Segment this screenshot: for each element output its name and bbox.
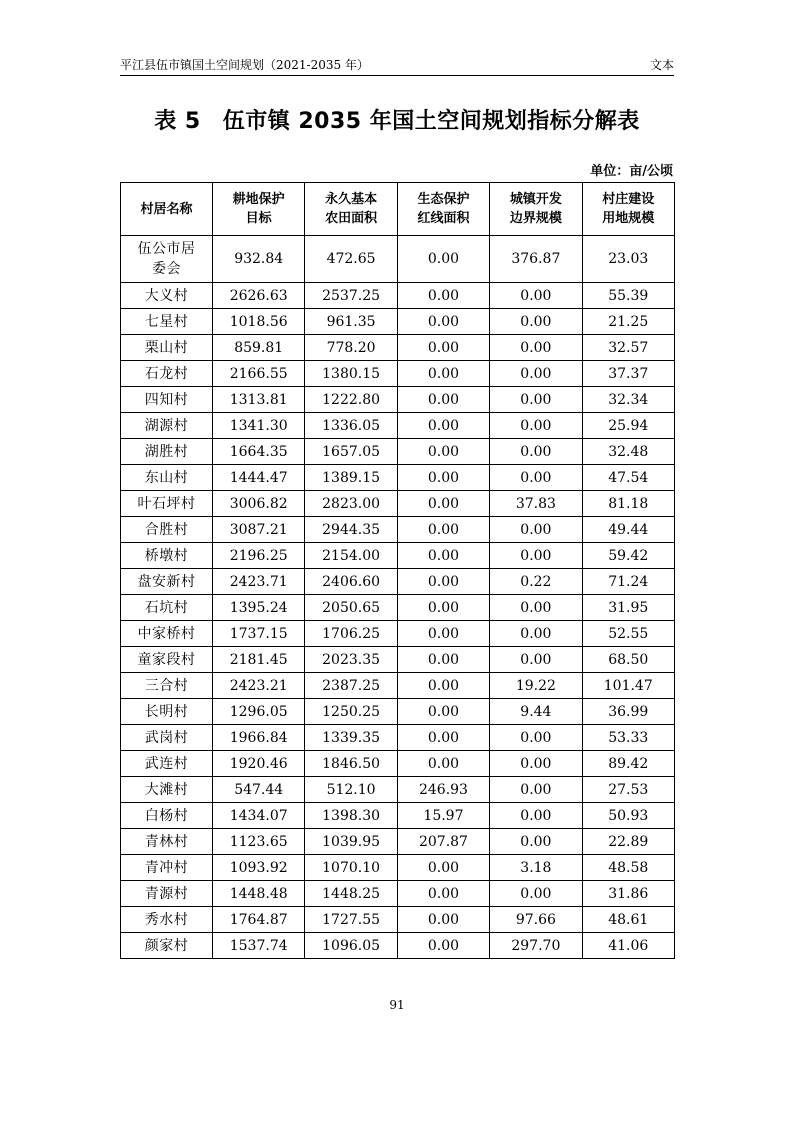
column-header (582, 183, 674, 236)
village-name: 七星村 (144, 313, 189, 330)
village-name: 四知村 (144, 391, 189, 408)
unit-label: 单位：亩/公顷 (590, 164, 673, 179)
value-cell: 0.00 (490, 803, 582, 829)
value-cell: 32.48 (582, 439, 674, 465)
table-row (121, 647, 675, 673)
value-cell: 2181.45 (213, 647, 305, 673)
village-name: 武连村 (144, 755, 189, 772)
value-cell: 1096.05 (305, 933, 397, 959)
value-cell: 32.34 (582, 387, 674, 413)
table-row (121, 283, 675, 309)
value-cell: 961.35 (305, 309, 397, 335)
value-cell: 0.00 (397, 543, 489, 569)
village-name: 童家段村 (137, 651, 196, 668)
table-row (121, 751, 675, 777)
value-cell: 9.44 (490, 699, 582, 725)
value-cell: 547.44 (213, 777, 305, 803)
value-cell: 37.83 (490, 491, 582, 517)
value-cell: 859.81 (213, 335, 305, 361)
value-cell: 0.00 (397, 491, 489, 517)
table-row (121, 491, 675, 517)
value-cell: 0.00 (490, 361, 582, 387)
value-cell: 49.44 (582, 517, 674, 543)
column-header-label: 村居名称 (140, 201, 193, 217)
village-name-cell (121, 907, 213, 933)
value-cell: 15.97 (397, 803, 489, 829)
value-cell: 2166.55 (213, 361, 305, 387)
village-name: 石龙村 (144, 365, 189, 382)
value-cell: 32.57 (582, 335, 674, 361)
column-header-label: 城镇开发边界规模 (509, 192, 562, 226)
value-cell: 1398.30 (305, 803, 397, 829)
value-cell: 932.84 (213, 236, 305, 283)
village-name-cell (121, 517, 213, 543)
table-row (121, 803, 675, 829)
value-cell: 2423.71 (213, 569, 305, 595)
value-cell: 0.00 (490, 413, 582, 439)
table-title (0, 104, 794, 135)
value-cell: 1380.15 (305, 361, 397, 387)
table-title-text: 伍市镇 2035 年国土空间规划指标分解表 (222, 109, 640, 134)
value-cell: 0.00 (490, 283, 582, 309)
table-row (121, 855, 675, 881)
value-cell: 0.00 (397, 595, 489, 621)
column-header-label: 生态保护红线面积 (417, 192, 470, 226)
table-row (121, 309, 675, 335)
value-cell: 36.99 (582, 699, 674, 725)
value-cell: 2406.60 (305, 569, 397, 595)
value-cell: 0.00 (490, 621, 582, 647)
village-name: 秀水村 (144, 911, 189, 928)
value-cell: 53.33 (582, 725, 674, 751)
village-name: 青源村 (144, 885, 189, 902)
value-cell: 1434.07 (213, 803, 305, 829)
village-name: 三合村 (144, 677, 189, 694)
village-name-cell (121, 387, 213, 413)
value-cell: 1846.50 (305, 751, 397, 777)
value-cell: 2423.21 (213, 673, 305, 699)
value-cell: 1395.24 (213, 595, 305, 621)
value-cell: 19.22 (490, 673, 582, 699)
value-cell: 2944.35 (305, 517, 397, 543)
column-header (121, 183, 213, 236)
value-cell: 0.00 (397, 283, 489, 309)
village-name-cell (121, 647, 213, 673)
table-row (121, 881, 675, 907)
value-cell: 2023.35 (305, 647, 397, 673)
value-cell: 0.00 (490, 647, 582, 673)
value-cell: 25.94 (582, 413, 674, 439)
value-cell: 0.00 (397, 751, 489, 777)
value-cell: 1336.05 (305, 413, 397, 439)
village-name: 湖胜村 (144, 443, 189, 460)
value-cell: 1664.35 (213, 439, 305, 465)
value-cell: 48.61 (582, 907, 674, 933)
village-name: 叶石坪村 (137, 495, 196, 512)
value-cell: 1093.92 (213, 855, 305, 881)
value-cell: 3006.82 (213, 491, 305, 517)
table-row (121, 439, 675, 465)
value-cell: 22.89 (582, 829, 674, 855)
value-cell: 1920.46 (213, 751, 305, 777)
value-cell: 0.00 (397, 335, 489, 361)
village-name-cell (121, 881, 213, 907)
value-cell: 23.03 (582, 236, 674, 283)
value-cell: 1341.30 (213, 413, 305, 439)
table-row (121, 595, 675, 621)
value-cell: 0.00 (397, 413, 489, 439)
value-cell: 2154.00 (305, 543, 397, 569)
village-name-cell (121, 777, 213, 803)
village-name: 盘安新村 (137, 573, 196, 590)
value-cell: 2196.25 (213, 543, 305, 569)
village-name: 青林村 (144, 833, 189, 850)
value-cell: 0.00 (490, 777, 582, 803)
village-name-cell (121, 933, 213, 959)
value-cell: 1706.25 (305, 621, 397, 647)
value-cell: 0.00 (397, 465, 489, 491)
village-name-cell (121, 595, 213, 621)
header-divider (120, 75, 674, 76)
value-cell: 472.65 (305, 236, 397, 283)
value-cell: 1018.56 (213, 309, 305, 335)
value-cell: 97.66 (490, 907, 582, 933)
value-cell: 0.00 (490, 335, 582, 361)
column-header-label: 永久基本农田面积 (325, 192, 378, 226)
page-header (120, 56, 674, 74)
table-row (121, 517, 675, 543)
village-name: 白杨村 (144, 807, 189, 824)
table-row (121, 236, 675, 283)
value-cell: 0.00 (490, 881, 582, 907)
village-name-cell (121, 465, 213, 491)
village-name-cell (121, 543, 213, 569)
value-cell: 1296.05 (213, 699, 305, 725)
village-name: 长明村 (144, 703, 189, 720)
header-document-title: 平江县伍市镇国土空间规划（2021-2035 年） (120, 58, 369, 72)
village-name-cell (121, 361, 213, 387)
value-cell: 55.39 (582, 283, 674, 309)
value-cell: 0.00 (397, 673, 489, 699)
value-cell: 37.37 (582, 361, 674, 387)
value-cell: 0.00 (490, 439, 582, 465)
village-name: 合胜村 (144, 521, 189, 538)
value-cell: 0.00 (397, 647, 489, 673)
table-row (121, 699, 675, 725)
table-row (121, 387, 675, 413)
value-cell: 2823.00 (305, 491, 397, 517)
value-cell: 89.42 (582, 751, 674, 777)
value-cell: 1727.55 (305, 907, 397, 933)
value-cell: 207.87 (397, 829, 489, 855)
village-name: 武岗村 (144, 729, 189, 746)
value-cell: 0.00 (490, 751, 582, 777)
value-cell: 1123.65 (213, 829, 305, 855)
village-name: 伍公市居委会 (137, 241, 196, 277)
value-cell: 0.00 (397, 855, 489, 881)
table-row (121, 621, 675, 647)
village-name-cell (121, 335, 213, 361)
value-cell: 3.18 (490, 855, 582, 881)
village-name-cell (121, 413, 213, 439)
value-cell: 1737.15 (213, 621, 305, 647)
value-cell: 0.00 (490, 309, 582, 335)
village-name-cell (121, 491, 213, 517)
value-cell: 246.93 (397, 777, 489, 803)
value-cell: 2626.63 (213, 283, 305, 309)
value-cell: 0.00 (397, 725, 489, 751)
table-number: 表 5 (154, 109, 201, 134)
village-name-cell (121, 236, 213, 283)
value-cell: 0.00 (397, 439, 489, 465)
column-header (305, 183, 397, 236)
value-cell: 1070.10 (305, 855, 397, 881)
value-cell: 0.00 (397, 387, 489, 413)
value-cell: 81.18 (582, 491, 674, 517)
value-cell: 1222.80 (305, 387, 397, 413)
value-cell: 1444.47 (213, 465, 305, 491)
value-cell: 0.00 (490, 387, 582, 413)
value-cell: 0.00 (397, 933, 489, 959)
value-cell: 59.42 (582, 543, 674, 569)
village-name: 石坑村 (144, 599, 189, 616)
village-name-cell (121, 855, 213, 881)
value-cell: 21.25 (582, 309, 674, 335)
value-cell: 0.00 (490, 517, 582, 543)
village-name: 湖源村 (144, 417, 189, 434)
table-header-row (121, 183, 675, 236)
column-header-label: 村庄建设用地规模 (602, 192, 655, 226)
village-name-cell (121, 751, 213, 777)
table-row (121, 829, 675, 855)
value-cell: 0.00 (397, 309, 489, 335)
village-name-cell (121, 699, 213, 725)
value-cell: 512.10 (305, 777, 397, 803)
value-cell: 297.70 (490, 933, 582, 959)
value-cell: 101.47 (582, 673, 674, 699)
village-name-cell (121, 621, 213, 647)
village-name: 中家桥村 (137, 625, 196, 642)
village-name-cell (121, 673, 213, 699)
value-cell: 1389.15 (305, 465, 397, 491)
table-row (121, 907, 675, 933)
value-cell: 1448.48 (213, 881, 305, 907)
table-row (121, 335, 675, 361)
value-cell: 48.58 (582, 855, 674, 881)
village-name-cell (121, 283, 213, 309)
value-cell: 0.00 (490, 465, 582, 491)
village-name-cell (121, 309, 213, 335)
value-cell: 376.87 (490, 236, 582, 283)
indicator-table (120, 182, 675, 959)
village-name: 大义村 (144, 287, 189, 304)
value-cell: 71.24 (582, 569, 674, 595)
value-cell: 2050.65 (305, 595, 397, 621)
value-cell: 31.86 (582, 881, 674, 907)
value-cell: 1339.35 (305, 725, 397, 751)
village-name-cell (121, 439, 213, 465)
value-cell: 0.00 (490, 543, 582, 569)
village-name-cell (121, 569, 213, 595)
value-cell: 1448.25 (305, 881, 397, 907)
value-cell: 2537.25 (305, 283, 397, 309)
village-name: 栗山村 (144, 339, 189, 356)
table-row (121, 777, 675, 803)
value-cell: 0.00 (397, 699, 489, 725)
value-cell: 52.55 (582, 621, 674, 647)
value-cell: 0.00 (397, 517, 489, 543)
value-cell: 47.54 (582, 465, 674, 491)
value-cell: 0.00 (397, 907, 489, 933)
table-row (121, 569, 675, 595)
column-header (213, 183, 305, 236)
value-cell: 0.00 (397, 569, 489, 595)
village-name: 大滩村 (144, 781, 189, 798)
value-cell: 0.00 (490, 725, 582, 751)
value-cell: 41.06 (582, 933, 674, 959)
value-cell: 1966.84 (213, 725, 305, 751)
village-name-cell (121, 803, 213, 829)
value-cell: 1039.95 (305, 829, 397, 855)
value-cell: 50.93 (582, 803, 674, 829)
value-cell: 68.50 (582, 647, 674, 673)
value-cell: 31.95 (582, 595, 674, 621)
value-cell: 0.00 (490, 829, 582, 855)
value-cell: 1250.25 (305, 699, 397, 725)
village-name-cell (121, 829, 213, 855)
value-cell: 1537.74 (213, 933, 305, 959)
table-row (121, 725, 675, 751)
column-header (490, 183, 582, 236)
value-cell: 1764.87 (213, 907, 305, 933)
value-cell: 1657.05 (305, 439, 397, 465)
village-name: 东山村 (144, 469, 189, 486)
column-header (397, 183, 489, 236)
value-cell: 0.22 (490, 569, 582, 595)
header-section-label: 文本 (649, 58, 674, 72)
value-cell: 3087.21 (213, 517, 305, 543)
value-cell: 0.00 (397, 361, 489, 387)
value-cell: 0.00 (397, 881, 489, 907)
value-cell: 27.53 (582, 777, 674, 803)
value-cell: 1313.81 (213, 387, 305, 413)
table-row (121, 933, 675, 959)
value-cell: 2387.25 (305, 673, 397, 699)
village-name: 桥墩村 (144, 547, 189, 564)
column-header-label: 耕地保护目标 (232, 192, 285, 226)
table-row (121, 413, 675, 439)
village-name: 青冲村 (144, 859, 189, 876)
value-cell: 0.00 (397, 236, 489, 283)
table-body (121, 236, 675, 959)
value-cell: 0.00 (397, 621, 489, 647)
table-row (121, 361, 675, 387)
value-cell: 0.00 (490, 595, 582, 621)
table-row (121, 543, 675, 569)
table-row (121, 673, 675, 699)
value-cell: 778.20 (305, 335, 397, 361)
table-row (121, 465, 675, 491)
page-number: 91 (389, 998, 405, 1012)
village-name: 颜家村 (144, 937, 189, 954)
village-name-cell (121, 725, 213, 751)
